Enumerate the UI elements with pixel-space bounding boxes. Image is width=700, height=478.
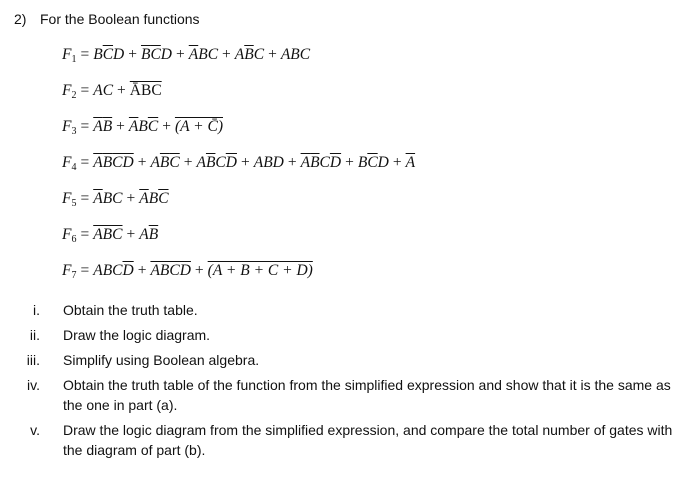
question-header xyxy=(14,11,200,27)
plus-sign: + xyxy=(116,118,125,135)
complemented-literal: $\overline{C}$ xyxy=(112,154,123,171)
equals-sign: = xyxy=(80,82,90,99)
part-item xyxy=(0,375,673,415)
plus-sign: + xyxy=(222,46,231,63)
literal: A xyxy=(139,226,149,243)
complemented-literal: $\overline{B}$ xyxy=(140,46,151,63)
function-name: F xyxy=(62,226,72,243)
literal: A xyxy=(93,82,103,99)
literal: B xyxy=(138,118,148,135)
part-number: iii. xyxy=(26,352,40,368)
complemented-literal: $\overline{A}$ xyxy=(188,46,199,63)
plus-sign: + xyxy=(137,154,147,171)
function-subscript: 7 xyxy=(71,270,77,281)
literal: C xyxy=(112,262,123,279)
complemented-literal: $\overline{D}$ xyxy=(225,154,237,171)
complemented-literal: $\overline{A}$ xyxy=(139,190,149,207)
literal: B xyxy=(93,46,103,63)
question-number: 2) xyxy=(14,11,27,27)
complemented-literal: $\overline{B}$ xyxy=(310,154,320,171)
function-1 xyxy=(62,46,310,65)
function-name: F xyxy=(62,118,72,135)
function-name: F xyxy=(62,154,72,171)
literal: C xyxy=(102,82,114,99)
literal: B xyxy=(263,154,273,171)
function-name: F xyxy=(62,82,72,99)
part-item xyxy=(0,350,673,370)
complemented-literal: $\overline{C}$ xyxy=(147,118,159,135)
complemented-literal: $\overline{B}$ xyxy=(244,46,254,63)
literal: A xyxy=(280,46,291,63)
complemented-literal: $\overline{ĀBC}$ xyxy=(129,82,162,99)
function-7 xyxy=(62,262,313,281)
complemented-literal: (A + C̄) xyxy=(174,118,223,135)
plus-sign: + xyxy=(126,190,136,207)
part-text: Obtain the truth table of the function from the simplified expression and show that it is the same as the one in part (a). xyxy=(63,377,671,413)
function-5 xyxy=(62,190,169,209)
complemented-literal: ABCD xyxy=(150,262,191,279)
function-name: F xyxy=(62,46,72,63)
plus-sign: + xyxy=(268,46,277,63)
literal: D xyxy=(160,46,172,63)
complemented-literal: $\overline{D}$ xyxy=(122,154,134,171)
literal: A xyxy=(253,154,264,171)
equals-sign: = xyxy=(80,190,90,207)
plus-sign: + xyxy=(287,154,297,171)
plus-sign: + xyxy=(194,262,204,279)
complemented-literal: $\overline{A}$ xyxy=(93,118,103,135)
literal: A xyxy=(234,46,245,63)
complemented-literal: $\overline{C}$ xyxy=(150,46,161,63)
complemented-literal: $\overline{D}$ xyxy=(329,154,342,171)
part-number: v. xyxy=(30,422,40,438)
literal: C xyxy=(319,154,330,171)
part-number: iv. xyxy=(27,377,40,393)
part-item xyxy=(0,300,673,320)
equals-sign: = xyxy=(80,226,90,243)
complemented-literal: $\overline{B}$ xyxy=(205,154,216,171)
function-2 xyxy=(62,82,162,101)
function-3 xyxy=(62,118,223,137)
complemented-literal: $\overline{A}$ xyxy=(93,154,103,171)
question-title: For the Boolean functions xyxy=(40,11,200,27)
plus-sign: + xyxy=(128,46,137,63)
plus-sign: + xyxy=(126,226,136,243)
part-text: Obtain the truth table. xyxy=(63,302,198,318)
function-subscript: 2 xyxy=(71,90,77,101)
literal: B xyxy=(102,190,113,207)
function-subscript: 5 xyxy=(71,198,77,209)
part-item xyxy=(0,325,673,345)
parts-list xyxy=(0,300,700,465)
function-subscript: 6 xyxy=(71,234,77,245)
function-subscript: 3 xyxy=(71,126,77,137)
complemented-literal: $\overline{B}$ xyxy=(102,118,113,135)
part-text: Draw the logic diagram. xyxy=(63,327,211,343)
part-number: ii. xyxy=(29,327,40,343)
complemented-literal: $\overline{C}$ xyxy=(169,154,180,171)
plus-sign: + xyxy=(392,154,402,171)
complemented-literal: $\overline{C}$ xyxy=(102,46,114,63)
literal: D xyxy=(272,154,284,171)
complemented-literal: (A + B + C + D) xyxy=(207,262,313,279)
function-subscript: 1 xyxy=(71,54,77,65)
literal: B xyxy=(148,190,159,207)
literal: D xyxy=(377,154,389,171)
complemented-literal: $\overline{D}$ xyxy=(122,262,134,279)
plus-sign: + xyxy=(183,154,193,171)
complemented-literal: $\overline{ABC}$ xyxy=(93,226,123,243)
equals-sign: = xyxy=(80,262,90,279)
plus-sign: + xyxy=(176,46,185,63)
literal: A xyxy=(196,154,206,171)
complemented-literal: $\overline{A}$ xyxy=(300,154,311,171)
part-text: Simplify using Boolean algebra. xyxy=(63,352,260,368)
part-number: i. xyxy=(33,302,40,318)
equals-sign: = xyxy=(80,154,90,171)
literal: B xyxy=(357,154,368,171)
plus-sign: + xyxy=(240,154,250,171)
plus-sign: + xyxy=(117,82,126,99)
literal: D xyxy=(113,46,125,63)
equals-sign: = xyxy=(80,46,90,63)
function-name: F xyxy=(62,190,72,207)
part-item xyxy=(0,420,673,460)
complemented-literal: $\overline{C}$ xyxy=(158,190,169,207)
function-4 xyxy=(62,154,415,173)
function-name: F xyxy=(62,262,72,279)
literal: A xyxy=(150,154,160,171)
plus-sign: + xyxy=(345,154,354,171)
literal: B xyxy=(102,262,113,279)
complemented-literal: $\overline{B}$ xyxy=(148,226,159,243)
complemented-literal: $\overline{B}$ xyxy=(159,154,170,171)
plus-sign: + xyxy=(162,118,171,135)
complemented-literal: $\overline{B}$ xyxy=(102,154,113,171)
literal: B xyxy=(198,46,208,63)
complemented-literal: $\overline{A}$ xyxy=(93,190,103,207)
equals-sign: = xyxy=(80,118,90,135)
complemented-literal: $\overline{A}$ xyxy=(405,154,416,171)
complemented-literal: $\overline{C}$ xyxy=(367,154,378,171)
function-6 xyxy=(62,226,158,245)
literal: C xyxy=(299,46,311,63)
literal: C xyxy=(253,46,265,63)
literal: B xyxy=(290,46,300,63)
function-subscript: 4 xyxy=(71,162,77,173)
literal: C xyxy=(215,154,226,171)
literal: C xyxy=(207,46,219,63)
literal: C xyxy=(112,190,123,207)
literal: A xyxy=(93,262,103,279)
plus-sign: + xyxy=(137,262,147,279)
complemented-literal: $\overline{A}$ xyxy=(128,118,139,135)
part-text: Draw the logic diagram from the simplified expression, and compare the total number of gates with the diagram of part (b). xyxy=(63,422,673,458)
